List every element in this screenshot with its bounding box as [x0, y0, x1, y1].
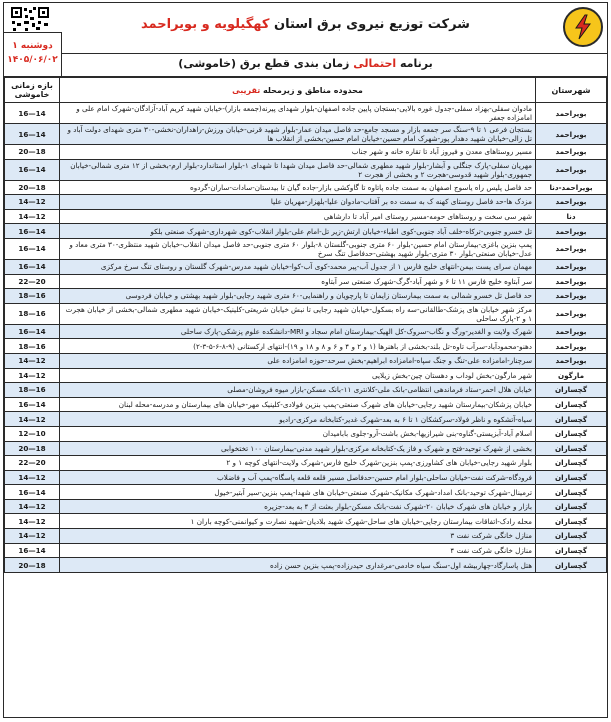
company-logo [563, 7, 603, 47]
table-row [5, 159, 607, 180]
col-zone: محدوده مناطق و زیرمحله تقریبی [60, 78, 536, 103]
row-time: 14—12 [5, 499, 60, 514]
row-city: گچساران [536, 456, 607, 471]
row-time: 20—18 [5, 180, 60, 195]
row-city: بویراحمد [536, 195, 607, 210]
row-time: 16—14 [5, 543, 60, 558]
row-city: بویراحمد [536, 274, 607, 289]
company-name [64, 17, 547, 32]
row-city: بویراحمد [536, 259, 607, 274]
table-row [5, 289, 607, 304]
row-time: 14—12 [5, 353, 60, 368]
row-zone: منازل خانگی شرکت نفت ۳ [60, 529, 536, 544]
row-time: 18—16 [5, 289, 60, 304]
row-zone: هتل پاسارگاد-چهاربیشه اول-سنگ سیاه خادمی-مرغداری حیدرزاده-پمپ بنزین حسن زاده [60, 558, 536, 573]
table-row [5, 303, 607, 324]
row-time: 14—12 [5, 368, 60, 383]
table-row [5, 470, 607, 485]
table-row [5, 456, 607, 471]
row-time: 18—16 [5, 383, 60, 398]
table-row [5, 339, 607, 354]
row-zone: سیاه-آتشکوه و ناظر فولاد-سرکشکان ۱ تا ۶ به بعد-شهرک غدیر-کتابخانه مرکزی-رادیو [60, 412, 536, 427]
row-time: 20—18 [5, 441, 60, 456]
row-city: گچساران [536, 470, 607, 485]
row-time: 14—12 [5, 195, 60, 210]
row-city: دنا [536, 209, 607, 224]
table-row [5, 224, 607, 239]
row-time: 14—12 [5, 514, 60, 529]
table-row [5, 485, 607, 500]
row-city: بویراحمد [536, 224, 607, 239]
row-city: گچساران [536, 397, 607, 412]
weekday: دوشنبه ۱ [12, 41, 53, 51]
title-bar [4, 41, 607, 77]
table-row [5, 441, 607, 456]
row-city: بویراحمد [536, 124, 607, 145]
row-time: 16—14 [5, 159, 60, 180]
table-row [5, 383, 607, 398]
title-highlight: احتمالی [353, 57, 397, 70]
row-city: بویراحمد [536, 353, 607, 368]
row-time: 16—14 [5, 238, 60, 259]
company-prefix: شرکت توزیع نیروی برق استان [273, 17, 470, 32]
table-row [5, 426, 607, 441]
row-zone: شهرک ولایت و الغدیر-ورگ و نگاب-سروک-کل الهیک-بیمارستان امام سجاد و MRI-دانشکده علوم پزشکی-پارک ساحلی [60, 324, 536, 339]
date-box [4, 32, 62, 76]
row-city: گچساران [536, 558, 607, 573]
row-city: بویراحمد [536, 324, 607, 339]
table-row [5, 180, 607, 195]
row-city: بویراحمد [536, 303, 607, 324]
row-city: گچساران [536, 499, 607, 514]
table-row [5, 529, 607, 544]
row-city: بویراحمد [536, 339, 607, 354]
row-city: گچساران [536, 514, 607, 529]
row-city: بویراحمد-دنا [536, 180, 607, 195]
row-zone: شهر مارگون-بخش لوداب و دهستان چین-بخش زیلایی [60, 368, 536, 383]
row-time: 14—12 [5, 209, 60, 224]
row-time: 18—16 [5, 339, 60, 354]
row-zone: خیابان پزشکان-بیمارستان شهید رجایی-خیابان های شهرک صنعتی-پمپ بنزین فولادی-کلینیک مهر-خیابان های بیمارستان و مدرسه-محله لبنان [60, 397, 536, 412]
row-city: گچساران [536, 383, 607, 398]
table-row [5, 499, 607, 514]
row-zone: حد فاصل تل خسرو شمالی به سمت بیمارستان زایمان تا پارچویان و راهنمایی-۶۰ متری شهید رجایی-بلوار شهید بهشتی و خیابان فردوسی [60, 289, 536, 304]
table-row [5, 259, 607, 274]
row-time: 18—16 [5, 303, 60, 324]
row-zone: حد فاصل پلیس راه یاسوج اصفهان به سمت جاده پاتاوه تا گاوکشی بازار-جاده گیان تا بیدستان-سادات-ساران-گردوه [60, 180, 536, 195]
table-row [5, 209, 607, 224]
schedule-page [3, 2, 608, 718]
table-row [5, 397, 607, 412]
row-time: 16—14 [5, 224, 60, 239]
row-zone: اسلام آباد-آبزیستی-گناوه-بنی شیرازیها-بخش باشت-آرو-جلوی بابامیدان [60, 426, 536, 441]
table-row [5, 514, 607, 529]
date: ۱۴۰۵/۰۶/۰۲ [7, 55, 58, 65]
row-zone: دهنو-محمودآباد-سرآب تاوه-تل بلند-بخشی از باهنرها (۱ و ۲ و ۴ و ۶ و ۸ و ۱۸ و ۱۹)-انتهای ارکستانی (۹-۸-۶-۵-۳-۲) [60, 339, 536, 354]
row-zone: خیابان هلال احمر-ستاد فرماندهی انتظامی-بانک ملی-کلانتری ۱۱-بانک مسکن-بازار میوه فروشان-مصلی [60, 383, 536, 398]
row-city: بویراحمد [536, 145, 607, 160]
row-zone: مادوان سفلی-بهزاد سفلی-جدول غوره بالایی-بستجان پایین جاده اصفهان-بلوار شهدای پیرنه(جمعه بازار)-خیابان شهید کریم آباد-آزادگان-شهرک امام علی و امامزاده جعفر [60, 103, 536, 124]
row-zone: سر آبتاوه خلیج فارس ۱۱ تا ۶ و شهر آباد-گرگ-شهرک صنعتی سر آبتاوه [60, 274, 536, 289]
row-city: بویراحمد [536, 289, 607, 304]
row-time: 16—14 [5, 103, 60, 124]
row-zone: مهریان سفلی-پارک جنگلی و آبشار-بلوار شهید مطهری شمالی-حد فاصل میدان شهدا تا شهدای ۱-بلوار استاندارد-بلوار ارم-بخشی از ۱۲ متری شمالی-خیابان جمهوری-بلوار شهید قدوسی-هجرت ۲ و بخشی از هجرت ۲ [60, 159, 536, 180]
row-city: بویراحمد [536, 238, 607, 259]
row-time: 16—14 [5, 485, 60, 500]
row-time: 14—12 [5, 470, 60, 485]
row-time: 16—14 [5, 324, 60, 339]
table-row [5, 124, 607, 145]
table-row [5, 543, 607, 558]
table-row [5, 195, 607, 210]
table-row [5, 412, 607, 427]
table-row [5, 145, 607, 160]
row-zone: محله رادک-اتفاقات بیمارستان رجایی-خیابان های ساحل-شهرک شهید بلادیان-شهید نصارت و کیوانمنی-کوچه باران ۱ [60, 514, 536, 529]
company-province: کهگیلویه و بویراحمد [141, 17, 270, 32]
row-zone: منازل خانگی شرکت نفت ۴ [60, 543, 536, 558]
row-time: 16—14 [5, 124, 60, 145]
row-city: گچساران [536, 529, 607, 544]
row-city: گچساران [536, 441, 607, 456]
table-row [5, 324, 607, 339]
row-city: مارگون [536, 368, 607, 383]
outage-table [4, 77, 607, 573]
row-zone: بازار و خیابان های شهرک خیابان ۲۰-شهرک نفت-بانک مسکن-بلوار بعثت از ۴ به بعد-جزیره [60, 499, 536, 514]
row-time: 22—20 [5, 456, 60, 471]
row-city: گچساران [536, 543, 607, 558]
row-time: 14—12 [5, 529, 60, 544]
row-zone: پمپ بنزین باغزی-بیمارستان امام حسین-بلوار ۶۰ متری جنوبی-گلستان ۸-بلوار ۶۰ متری جنوبی-حد فاصل میدان انقلاب-خیابان شهید منتظری-۳۰ متری معاد و عدل-خیابان صنعتی-بلوار ۳۰ متری-بلوار شهید بهشتی-حدفاصل تنگ سرخ [60, 238, 536, 259]
row-time: 12—10 [5, 426, 60, 441]
page-title: برنامه احتمالی زمان بندی قطع برق (خاموشی) [178, 57, 433, 70]
table-row [5, 103, 607, 124]
row-zone: بخشی از شهرک توحید-فتح و شهرک و فاز یک-کتابخانه مرکزی-بلوار شهید مدنی-بیمارستان ۱۰۰ تختخوابی [60, 441, 536, 456]
row-time: 14—12 [5, 412, 60, 427]
row-city: گچساران [536, 485, 607, 500]
row-city: گچساران [536, 412, 607, 427]
table-row [5, 558, 607, 573]
row-city: بویراحمد [536, 103, 607, 124]
row-city: بویراحمد [536, 159, 607, 180]
row-time: 20—18 [5, 145, 60, 160]
table-body [5, 103, 607, 573]
row-city: گچساران [536, 426, 607, 441]
row-zone: مهمان سرای پست بیمن-انتهای خلیج فارس ۱ از جدول آب-پیر محمد-کوی آب-کوا-خیابان شهید مدرس-شهرک گلستان و روستای تنگ سرخ مرکزی [60, 259, 536, 274]
row-zone: سرچنار-امامزاده علی-تنگ و جنگ سپاه-امامزاده ابراهیم-بخش سرحد-حوزه امامزاده علی [60, 353, 536, 368]
table-row [5, 238, 607, 259]
row-time: 16—14 [5, 259, 60, 274]
row-zone: مسیر روستاهای معدن و فیروز آباد تا تقاره خانه و شهر جناب [60, 145, 536, 160]
header [4, 3, 607, 54]
row-zone: مزدک ها-حد فاصل روستای کهنه ک به سمت ده بر آفتاب-مادوان علیا-بلهزار-مهریان علیا [60, 195, 536, 210]
row-zone: بستجان فرعی ۱ تا ۹-سنگ سر جمعه بازار و مسجد جامع-حد فاصل میدان عمار-بلوار شهید قرنی-خیابان ورزش-راهداران-نخشی-۳۰ متری شهدای دولت آباد و تل زالی-خیابان شهید دهدار پور-شهرک امام حسین-خیابان امام حسین-بخشی از انقلاب ها [60, 124, 536, 145]
row-time: 16—14 [5, 397, 60, 412]
row-time: 20—18 [5, 558, 60, 573]
col-city: شهرستان [536, 78, 607, 103]
row-zone: شهر سی سخت و روستاهای حومه-مسیر روستای امیر آباد تا دارشاهی [60, 209, 536, 224]
row-zone: فرودگاه-شرکت نفت-خیابان ساحلی-بلوار امام حسین-حدفاصل مسیر قلعه قلعه پاسگاه-پمپ آب و فاضلاب [60, 470, 536, 485]
table-row [5, 368, 607, 383]
table-row [5, 274, 607, 289]
row-zone: بلوار شهید رجایی-خیابان های کشاورزی-پمپ بنزین-شهرک خلیج فارس-شهرک ولایت-انتهای کوچه ۱ و ۲ [60, 456, 536, 471]
row-zone: ترمینال-شهرک توحید-بانک امداد-شهرک مکانیک-شهرک صنعتی-خیابان های شهدا-پمپ بنزین-سیر آبتیر-خیول [60, 485, 536, 500]
lightning-icon [570, 14, 596, 40]
row-zone: تل خسرو جنوبی-ترکاه-خلف آباد جنوبی-کوی اطباء-خیابان ارتش-زیر تل-امام علی-بلوار انقلاب-کوی شهرداری-شهرک صنعتی بلکو [60, 224, 536, 239]
col-time: بازه زمانی خاموشی [5, 78, 60, 103]
row-time: 22—20 [5, 274, 60, 289]
row-zone: مرکز شهر خیابان های پزشک-طالقانی-سه راه بسکول-خیابان شهید رجایی تا نبش خیابان شریعتی-کلینیک-خیابان شهید مطهری شمالی-بخشی از خیابان هجرت ۱ و ۲-پارک ساحلی [60, 303, 536, 324]
table-row [5, 353, 607, 368]
